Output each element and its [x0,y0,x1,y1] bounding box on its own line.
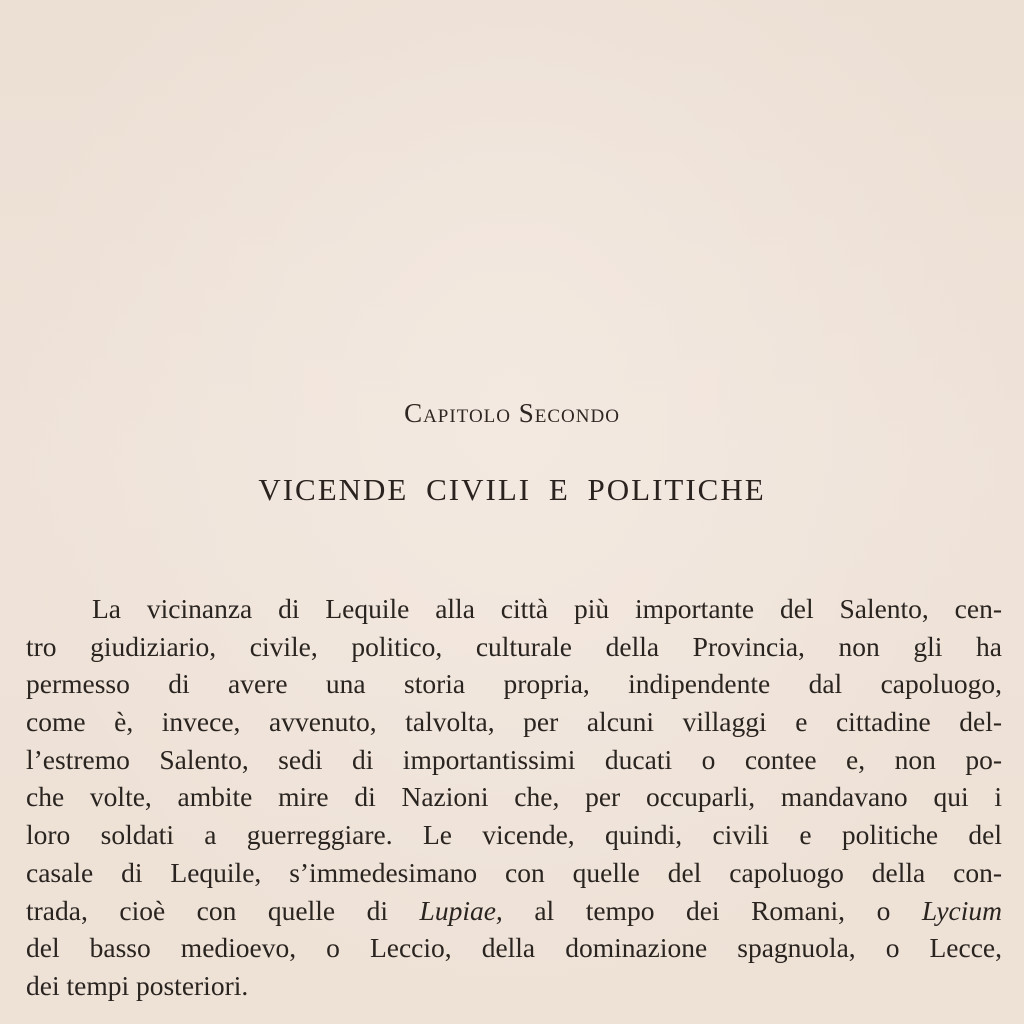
chapter-title: VICENDE CIVILI E POLITICHE [258,472,766,507]
text-line-last: dei tempi posteriori. [26,969,249,1001]
text-line: casale di Lequile, s’immedesimano con quelle del capoluogo della con- [26,856,1002,888]
italic-term-lycium: Lycium [921,894,1002,926]
chapter-label: Capitolo Secondo [404,398,620,428]
text-line-mixed: trada, cioè con quelle di Lupiae, al tempo dei Romani, o Lycium [26,894,1002,926]
text-line: La vicinanza di Lequile alla città più importante del Salento, cen- [92,593,1002,624]
text-line: tro giudiziario, civile, politico, culturale della Provincia, non gli ha [26,630,1002,662]
text-line: che volte, ambite mire di Nazioni che, per occuparli, mandavano qui i [26,781,1002,813]
body-paragraph [26,590,1002,1005]
text-line [26,892,1002,930]
text-line: permesso di avere una storia propria, indipendente dal capoluogo, [26,668,1002,700]
text-line: del basso medioevo, o Leccio, della dominazione spagnuola, o Lecce, [26,932,1002,964]
text-line: l’estremo Salento, sedi di importantissimi ducati o contee e, non po- [26,743,1002,775]
text-line: loro soldati a guerreggiare. Le vicende, quindi, civili e politiche del [26,819,1002,851]
text-line: come è, invece, avvenuto, talvolta, per alcuni villaggi e cittadine del- [26,706,1002,738]
italic-term-lupiae: Lupiae, [419,894,503,926]
